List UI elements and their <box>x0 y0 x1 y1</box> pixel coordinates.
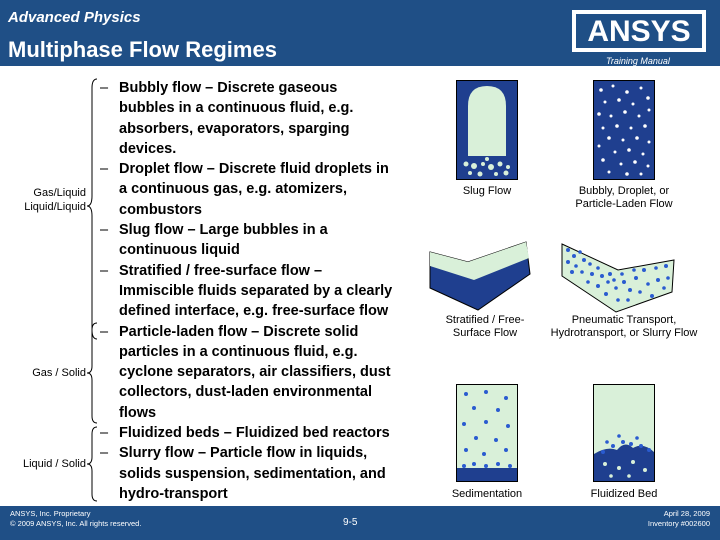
footer-proprietary: ANSYS, Inc. Proprietary <box>10 509 91 518</box>
bullet-bubbly-flow <box>100 78 420 159</box>
bullet-line: cyclone separators, air classifiers, dust <box>119 364 391 381</box>
header-subtitle: Advanced Physics <box>8 9 141 26</box>
page-number: 9-5 <box>343 517 358 528</box>
bullet-line: solids suspension, sedimentation, and <box>119 465 386 482</box>
bullet-dash: – <box>100 161 109 178</box>
bullet-line: bubbles in a continuous fluid, e.g. <box>119 100 354 117</box>
brace-liquid-solid <box>86 426 98 502</box>
bullet-line: a continuous gas, e.g. atomizers, <box>119 181 348 198</box>
bullet-line: Stratified / free-surface flow – <box>119 262 323 279</box>
header-bar <box>0 0 720 66</box>
caption-bubbly-line1: Bubbly, Droplet, or <box>578 185 670 197</box>
bullet-stratified-flow <box>100 261 420 322</box>
category-liquid-solid-label: Liquid / Solid <box>23 458 86 470</box>
bullet-dash: – <box>100 262 109 279</box>
bullet-dash: – <box>100 80 109 96</box>
caption-sedimentation: Sedimentation <box>451 488 523 500</box>
bullet-dash: – <box>100 425 109 442</box>
category-gas-liquid-line2: Liquid/Liquid <box>24 201 86 213</box>
caption-slug-flow: Slug Flow <box>462 185 512 197</box>
footer-rights: © 2009 ANSYS, Inc. All rights reserved. <box>10 519 142 528</box>
footer-bar <box>0 506 720 540</box>
pneumatic-transport-figure <box>560 242 676 314</box>
bullet-line: particles in a continuous fluid, e.g. <box>119 343 358 360</box>
category-gas-solid-label: Gas / Solid <box>32 367 86 379</box>
bullet-line: devices. <box>119 140 177 157</box>
sedimentation-figure <box>456 384 518 482</box>
footer-date-inventory <box>648 509 710 529</box>
caption-fluidized-bed: Fluidized Bed <box>590 488 658 500</box>
category-gas-liquid-line1: Gas/Liquid <box>33 187 86 199</box>
bullet-fluidized-beds <box>100 423 420 443</box>
brace-gas-liquid <box>86 78 98 340</box>
bullet-line: combustors <box>119 201 202 218</box>
bullet-line: Bubbly flow – Discrete gaseous <box>119 80 338 96</box>
bullet-line: Slurry flow – Particle flow in liquids, <box>119 445 368 462</box>
bullet-line: defined interface, e.g. free-surface flow <box>119 303 389 320</box>
caption-bubbly-line2: Particle-Laden Flow <box>575 198 673 210</box>
caption-pneumatic-line2: Hydrotransport, or Slurry Flow <box>550 327 698 339</box>
slug-flow-figure <box>456 80 518 180</box>
bullet-particle-laden-flow <box>100 322 420 423</box>
bullet-dash: – <box>100 323 109 340</box>
bullet-slurry-flow <box>100 443 420 504</box>
bullet-line: Immiscible fluids separated by a clearly <box>119 282 393 299</box>
caption-pneumatic-transport <box>532 314 716 340</box>
stratified-flow-figure <box>428 240 532 312</box>
bullet-dash: – <box>100 445 109 462</box>
logo-background <box>576 14 702 48</box>
caption-pneumatic-line1: Pneumatic Transport, <box>571 314 677 326</box>
footer-inventory: Inventory #002600 <box>647 519 710 528</box>
caption-stratified-flow <box>432 314 538 340</box>
logo-text: ANSYS <box>587 15 691 48</box>
bullet-line: absorbers, evaporators, sparging <box>119 120 350 137</box>
fluidized-bed-figure <box>593 384 655 482</box>
ansys-logo <box>570 8 708 54</box>
caption-stratified-line1: Stratified / Free- <box>445 314 525 326</box>
bullet-dash: – <box>100 222 109 239</box>
bullet-slug-flow <box>100 220 420 261</box>
bullet-line: Fluidized beds – Fluidized bed reactors <box>119 425 390 442</box>
footer-date: April 28, 2009 <box>663 509 710 518</box>
caption-stratified-line2: Surface Flow <box>452 327 518 339</box>
brace-gas-solid <box>86 322 98 424</box>
bullet-list <box>100 78 420 504</box>
caption-bubbly-flow <box>556 185 692 211</box>
bullet-line: collectors, dust-laden environmental <box>119 384 372 401</box>
bubbly-flow-figure <box>593 80 655 180</box>
bullet-line: Particle-laden flow – Discrete solid <box>119 323 359 340</box>
training-manual-label: Training Manual <box>606 56 670 66</box>
bullet-line: Slug flow – Large bubbles in a <box>119 222 328 239</box>
category-liquid-solid <box>4 457 86 471</box>
bullet-droplet-flow <box>100 159 420 220</box>
category-gas-solid <box>4 366 86 380</box>
bullet-line: flows <box>119 404 157 421</box>
bullet-line: Droplet flow – Discrete fluid droplets in <box>119 161 389 178</box>
bullet-line: hydro-transport <box>119 485 228 502</box>
category-gas-liquid <box>4 186 86 214</box>
footer-copyright <box>10 509 141 529</box>
page-title: Multiphase Flow Regimes <box>8 37 277 62</box>
bullet-line: continuous liquid <box>119 242 240 259</box>
